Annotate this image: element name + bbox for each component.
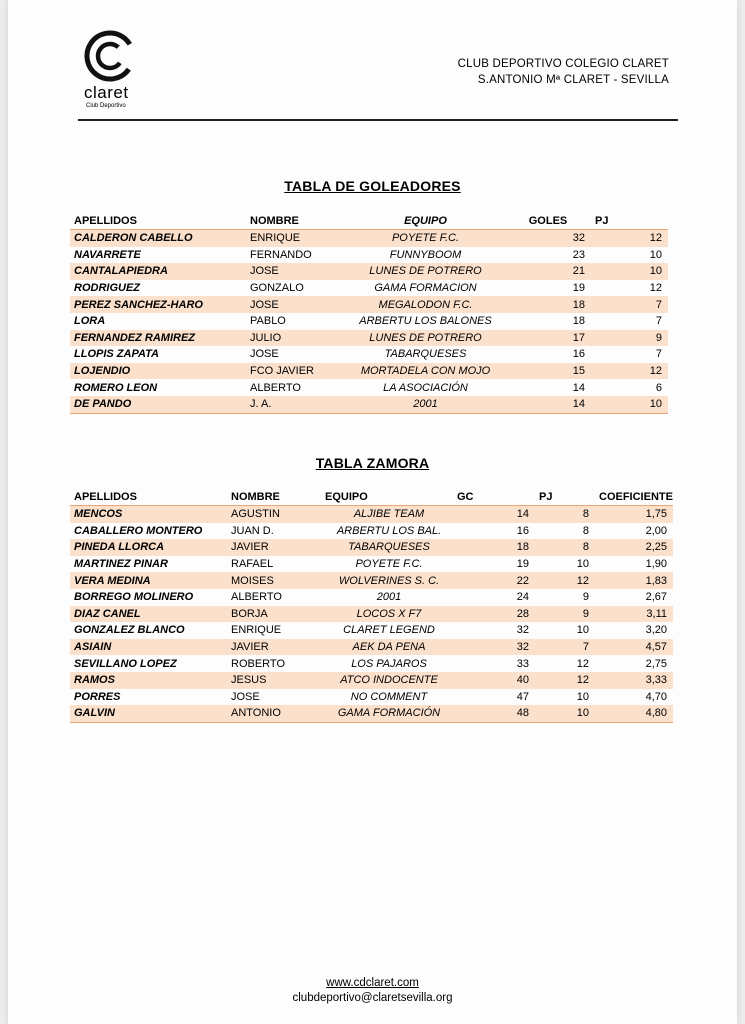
cell-gc: 33 <box>516 657 529 670</box>
cell-pj: 9 <box>591 330 668 347</box>
cell-nombre: JOSE <box>246 263 346 280</box>
table-row <box>70 705 673 722</box>
cell-pj: 12 <box>535 572 595 589</box>
cell-goles: 18 <box>501 296 591 313</box>
zamora-table <box>70 488 673 723</box>
cell-coeficiente: 2,00 <box>645 524 667 537</box>
goleadores-title: TABLA DE GOLEADORES <box>284 178 461 194</box>
table-header-row <box>70 488 673 506</box>
col-header-apellidos: APELLIDOS <box>70 212 246 230</box>
cell-apellidos: PORRES <box>74 690 121 703</box>
cell-nombre: JAVIER <box>227 639 321 656</box>
cell-apellidos: ASIAIN <box>70 639 227 656</box>
table-row <box>70 379 668 396</box>
cell-gc: 32 <box>516 624 529 637</box>
table-row <box>70 247 668 264</box>
cell-equipo: ARBERTU LOS BAL. <box>336 524 442 537</box>
cell-pj: 8 <box>582 524 589 537</box>
cell-apellidos: MARTINEZ PINAR <box>74 558 168 571</box>
table-row <box>70 556 673 573</box>
club-logo <box>80 30 148 112</box>
cell-goles: 14 <box>501 396 591 413</box>
cell-gc: 19 <box>516 558 529 571</box>
cell-goles: 16 <box>572 348 585 361</box>
cell-nombre: JAVIER <box>227 539 321 556</box>
cell-pj: 12 <box>535 672 595 689</box>
table-row <box>70 280 668 297</box>
table-row <box>70 396 668 413</box>
contact-email[interactable]: clubdeportivo@claretsevilla.org <box>292 992 453 1004</box>
table-row <box>70 346 668 363</box>
cell-equipo: CLARET LEGEND <box>343 624 435 637</box>
logo-subtitle: Club Deportivo <box>86 103 126 109</box>
goleadores-table <box>70 212 668 414</box>
goleadores-body <box>70 230 668 414</box>
cell-pj: 12 <box>591 230 668 247</box>
cell-apellidos: FERNANDEZ RAMIREZ <box>70 330 246 347</box>
club-name: CLUB DEPORTIVO COLEGIO CLARET <box>457 58 669 70</box>
cell-apellidos: VERA MEDINA <box>70 572 227 589</box>
table-row <box>70 639 673 656</box>
table-header-row <box>70 212 668 230</box>
cell-nombre: BORJA <box>227 606 321 623</box>
cell-pj: 7 <box>655 348 662 361</box>
cell-pj: 10 <box>591 263 668 280</box>
cell-apellidos: PEREZ SANCHEZ-HARO <box>70 296 246 313</box>
cell-apellidos: PINEDA LLORCA <box>70 539 227 556</box>
cell-pj: 10 <box>576 558 589 571</box>
col-header-apellidos: APELLIDOS <box>70 488 227 506</box>
cell-coeficiente: 2,67 <box>645 591 667 604</box>
col-header-pj: PJ <box>535 488 595 506</box>
cell-apellidos: RODRIGUEZ <box>74 282 140 295</box>
cell-coeficiente: 4,70 <box>645 690 667 703</box>
cell-coeficiente: 2,75 <box>645 657 667 670</box>
cell-goles: 18 <box>572 315 585 328</box>
cell-equipo: GAMA FORMACION <box>374 282 477 295</box>
cell-nombre: ENRIQUE <box>246 230 346 247</box>
cell-equipo: POYETE F.C. <box>355 558 423 571</box>
cell-apellidos: SEVILLANO LOPEZ <box>74 657 177 670</box>
cell-nombre: JOSE <box>250 348 279 361</box>
cell-pj: 8 <box>535 506 595 523</box>
table-row <box>70 655 673 672</box>
club-header <box>458 56 669 88</box>
cell-pj: 8 <box>535 539 595 556</box>
col-header-nombre: NOMBRE <box>227 488 321 506</box>
cell-nombre: GONZALO <box>250 282 304 295</box>
table-row <box>70 313 668 330</box>
zamora-body <box>70 506 673 723</box>
cell-pj: 10 <box>535 705 595 722</box>
cell-goles: 14 <box>572 381 585 394</box>
cell-equipo: 2001 <box>376 591 402 604</box>
table-row <box>70 363 668 380</box>
cell-apellidos: CALDERON CABELLO <box>70 230 246 247</box>
cell-pj: 10 <box>591 396 668 413</box>
cell-coeficiente: 4,57 <box>595 639 673 656</box>
cell-nombre: MOISES <box>227 572 321 589</box>
cell-coeficiente: 1,83 <box>595 572 673 589</box>
cell-nombre: J. A. <box>246 396 346 413</box>
table-row <box>70 523 673 540</box>
cell-gc: 18 <box>453 539 535 556</box>
cell-apellidos: NAVARRETE <box>74 248 141 261</box>
cell-goles: 23 <box>572 248 585 261</box>
cell-gc: 14 <box>453 506 535 523</box>
table-row <box>70 539 673 556</box>
cell-nombre: JOSE <box>246 296 346 313</box>
cell-pj: 6 <box>655 381 662 394</box>
cell-nombre: RAFAEL <box>231 558 274 571</box>
cell-equipo: WOLVERINES S. C. <box>321 572 453 589</box>
cell-gc: 47 <box>516 690 529 703</box>
cell-gc: 40 <box>453 672 535 689</box>
cell-equipo: POYETE F.C. <box>346 230 501 247</box>
cell-pj: 12 <box>649 282 662 295</box>
cell-pj: 7 <box>655 315 662 328</box>
col-header-gc: GC <box>453 488 535 506</box>
cell-gc: 22 <box>453 572 535 589</box>
cell-apellidos: LLOPIS ZAPATA <box>74 348 159 361</box>
cell-nombre: JUAN D. <box>231 524 274 537</box>
cell-coeficiente: 2,25 <box>595 539 673 556</box>
page-footer <box>8 976 737 1006</box>
cell-equipo: MORTADELA CON MOJO <box>346 363 501 380</box>
cell-apellidos: BORREGO MOLINERO <box>74 591 194 604</box>
table-row <box>70 330 668 347</box>
table-row <box>70 296 668 313</box>
table-row <box>70 506 673 523</box>
cell-equipo: LOCOS X F7 <box>321 606 453 623</box>
cell-nombre: JESUS <box>227 672 321 689</box>
cell-equipo: MEGALODON F.C. <box>346 296 501 313</box>
claret-logo-icon <box>80 30 148 86</box>
cell-equipo: ATCO INDOCENTE <box>321 672 453 689</box>
cell-pj: 9 <box>535 606 595 623</box>
cell-coeficiente: 3,20 <box>645 624 667 637</box>
cell-nombre: ANTONIO <box>227 705 321 722</box>
cell-goles: 15 <box>501 363 591 380</box>
cell-nombre: FCO JAVIER <box>246 363 346 380</box>
cell-apellidos: CANTALAPIEDRA <box>70 263 246 280</box>
table-row <box>70 689 673 706</box>
cell-coeficiente: 1,75 <box>595 506 673 523</box>
cell-pj: 10 <box>576 690 589 703</box>
zamora-title: TABLA ZAMORA <box>315 455 430 471</box>
cell-pj: 10 <box>649 248 662 261</box>
col-header-equipo: EQUIPO <box>321 488 453 506</box>
cell-goles: 21 <box>501 263 591 280</box>
cell-apellidos: CABALLERO MONTERO <box>74 524 203 537</box>
cell-coeficiente: 4,80 <box>595 705 673 722</box>
table-row <box>70 606 673 623</box>
cell-apellidos: DE PANDO <box>70 396 246 413</box>
table-row <box>70 230 668 247</box>
cell-apellidos: MENCOS <box>70 506 227 523</box>
cell-nombre: ROBERTO <box>231 657 285 670</box>
col-header-equipo: EQUIPO <box>346 212 501 230</box>
cell-equipo: GAMA FORMACIÓN <box>321 705 453 722</box>
cell-pj: 10 <box>576 624 589 637</box>
cell-apellidos: ROMERO LEON <box>74 381 158 394</box>
cell-apellidos: LOJENDIO <box>70 363 246 380</box>
cell-apellidos: RAMOS <box>70 672 227 689</box>
cell-equipo: FUNNYBOOM <box>389 248 462 261</box>
cell-equipo: TABARQUESES <box>321 539 453 556</box>
col-header-goles: GOLES <box>501 212 591 230</box>
cell-pj: 12 <box>576 657 589 670</box>
col-header-pj: PJ <box>591 212 668 230</box>
cell-nombre: ENRIQUE <box>231 624 282 637</box>
cell-gc: 24 <box>516 591 529 604</box>
cell-equipo: LA ASOCIACIÓN <box>383 381 468 394</box>
cell-coeficiente: 3,11 <box>595 606 673 623</box>
cell-nombre: AGUSTIN <box>227 506 321 523</box>
website-link[interactable]: www.cdclaret.com <box>326 977 419 989</box>
cell-equipo: NO COMMENT <box>350 690 428 703</box>
club-location: S.ANTONIO Mª CLARET - SEVILLA <box>477 74 669 86</box>
cell-apellidos: DIAZ CANEL <box>70 606 227 623</box>
cell-equipo: AEK DA PENA <box>321 639 453 656</box>
cell-gc: 32 <box>453 639 535 656</box>
cell-coeficiente: 3,33 <box>595 672 673 689</box>
document-page <box>8 0 737 1024</box>
cell-pj: 9 <box>582 591 589 604</box>
cell-equipo: LUNES DE POTRERO <box>346 263 501 280</box>
logo-wordmark: claret <box>84 83 129 102</box>
table-row <box>70 672 673 689</box>
cell-pj: 7 <box>535 639 595 656</box>
cell-nombre: ALBERTO <box>231 591 282 604</box>
cell-goles: 19 <box>572 282 585 295</box>
cell-pj: 7 <box>591 296 668 313</box>
table-row <box>70 589 673 606</box>
table-row <box>70 622 673 639</box>
cell-nombre: ALBERTO <box>250 381 301 394</box>
cell-nombre: JOSE <box>231 690 260 703</box>
col-header-nombre: NOMBRE <box>246 212 346 230</box>
cell-goles: 32 <box>501 230 591 247</box>
cell-gc: 48 <box>453 705 535 722</box>
cell-goles: 17 <box>501 330 591 347</box>
cell-equipo: TABARQUESES <box>384 348 467 361</box>
cell-equipo: ARBERTU LOS BALONES <box>359 315 492 328</box>
cell-apellidos: LORA <box>74 315 106 328</box>
cell-equipo: ALJIBE TEAM <box>321 506 453 523</box>
cell-equipo: LOS PAJAROS <box>351 657 427 670</box>
col-header-coeficiente: COEFICIENTE <box>595 488 673 506</box>
table-row <box>70 572 673 589</box>
cell-nombre: FERNANDO <box>250 248 312 261</box>
cell-equipo: LUNES DE POTRERO <box>346 330 501 347</box>
table-row <box>70 263 668 280</box>
cell-coeficiente: 1,90 <box>645 558 667 571</box>
cell-nombre: PABLO <box>250 315 286 328</box>
cell-gc: 16 <box>516 524 529 537</box>
header-divider <box>78 119 678 121</box>
cell-nombre: JULIO <box>246 330 346 347</box>
cell-equipo: 2001 <box>346 396 501 413</box>
cell-gc: 28 <box>453 606 535 623</box>
cell-pj: 12 <box>591 363 668 380</box>
cell-apellidos: GONZALEZ BLANCO <box>74 624 185 637</box>
cell-apellidos: GALVIN <box>70 705 227 722</box>
